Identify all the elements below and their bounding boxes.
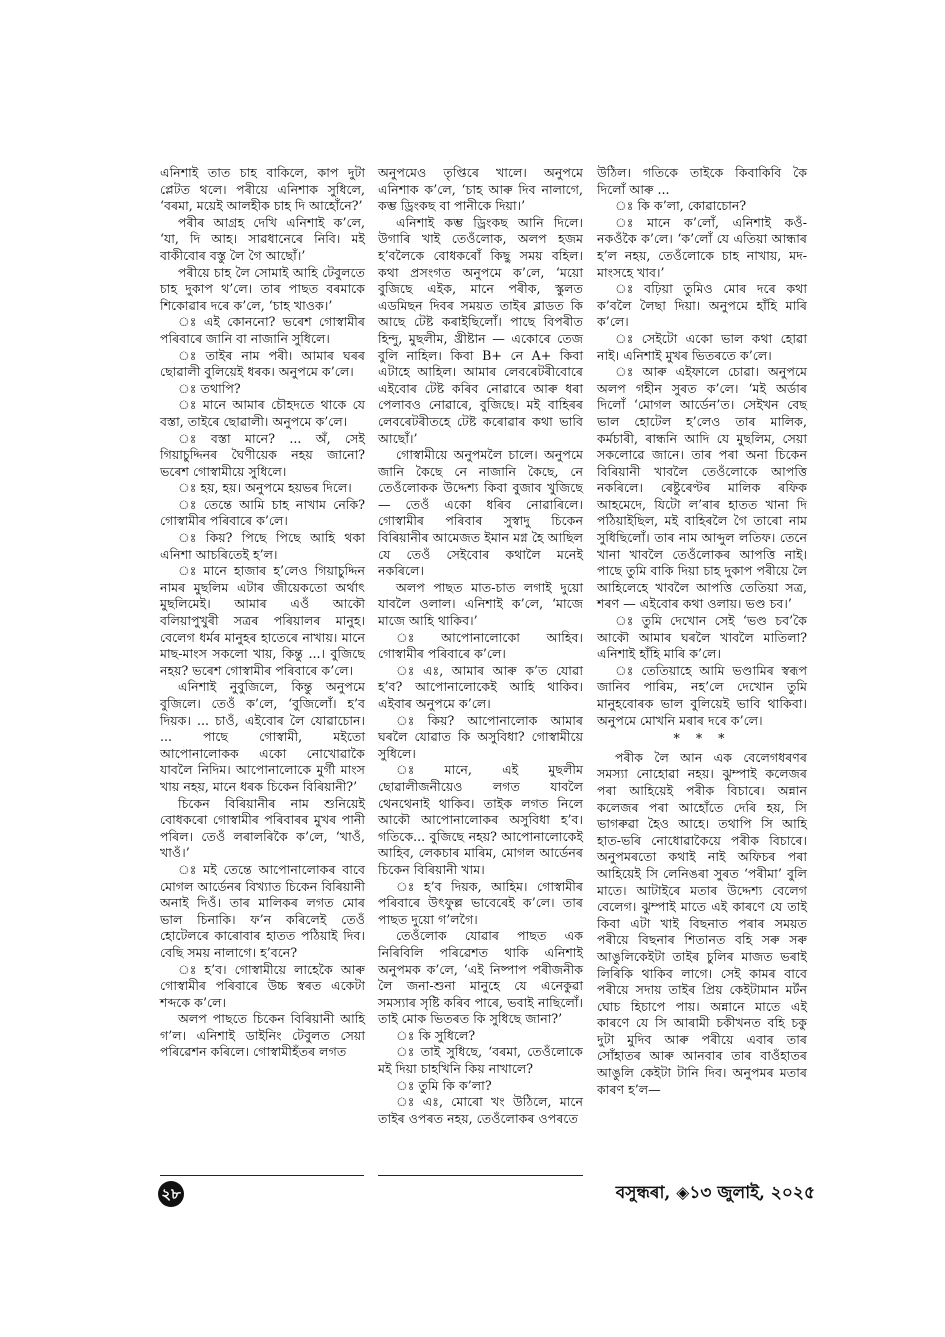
article-paragraph: ঃ হ’ব। গোস্বামীয়ে লাহেকৈ আৰু গোস্বামীৰ পৰিবাৰে উচ্চ স্বৰত একেটা শব্দকে ক’লে। <box>160 961 365 1010</box>
article-paragraph: ঃ কিয়? পিছে পিছে আহি থকা এনিশা আচৰিতেই হ’ল। <box>160 530 365 562</box>
article-paragraph: ঃ হ’ব দিয়ক, আহিম। গোস্বামীৰ পৰিবাৰে উৎফুল্ল ভাবেৰেই ক’লে। তাৰ পাছত দুয়ো গ’লগৈ। <box>378 878 583 927</box>
article-paragraph: ঃ বস্তা মানে? ... অঁ, সেই গিয়াচুদ্দিনৰ ঘৈণীয়েক নহয় জানো? ভৰেশ গোস্বামীয়ে সুধিলে। <box>160 430 365 479</box>
article-paragraph: ঃ তেতিয়াহে আমি ভণ্ডামিৰ স্বৰূপ জানিব পাৰিম, নহ’লে দেখোন তুমি মানুহবোৰক ভাল বুলিয়েই ভাবি থাকিবা। অনুপমে মোখনি মৰাৰ দৰে ক’লে। <box>597 662 807 728</box>
article-paragraph: চিকেন বিৰিয়ানীৰ নাম শুনিয়েই বোধকৰো গোস্বামীৰ পৰিবাৰৰ মুখৰ পানী পৰিল। তেওঁ লৰালৰিকৈ ক’লে, ‘খাওঁ, খাওঁ।’ <box>160 795 365 861</box>
article-paragraph: ঃ মই তেন্তে আপোনালোকৰ বাবে মোগল আৰ্ডেনৰ বিখ্যাত চিকেন বিৰিয়ানী অনাই দিওঁ। তাৰ মালিকৰ লগত মোৰ ভাল চিনাকি। ফ’ন কৰিলেই তেওঁ হোটেলৰে কাৰোবাৰ হাতত পঠিয়াই দিব। বেছি সময় নালাগে। হ’বনে? <box>160 861 365 960</box>
article-paragraph: ঃ এঃ, মোৰো খং উঠিলে, মানে তাইৰ ওপৰত নহয়, তেওঁলোকৰ ওপৰতে <box>378 1094 583 1126</box>
article-paragraph: অলপ পাছত মাত-চাত লগাই দুয়ো যাবলৈ ওলাল। এনিশাই ক’লে, ‘মাজে মাজে আহি থাকিব।’ <box>378 579 583 629</box>
article-paragraph: ঃ বঢ়িয়া তুমিও মোৰ দৰে কথা ক’বলৈ লৈছা দিয়া। অনুপমে হাঁহি মাৰি ক’লে। <box>597 281 807 330</box>
article-paragraph: তেওঁলোক যোৱাৰ পাছত এক নিৰিবিলি পৰিৱেশত থাকি এনিশাই অনুপমক ক’লে, ‘এই নিষ্পাপ পৰীজনীক লৈ জনা-শুনা মানুহে যে এনেকুৱা সমস্যাৰ সৃষ্টি কৰিব পাৰে, ভবাই নাছিলোঁ। তাই মোক ভিতৰত কি সুধিছে জানা?’ <box>378 928 583 1027</box>
article-paragraph: ঃ মানে আমাৰ চৌহদতে থাকে যে বস্তা, তাইৰে ছোৱালী। অনুপমে ক’লে। <box>160 397 365 429</box>
article-paragraph: ঃ আপোনালোকো আহিব। গোস্বামীৰ পৰিবাৰে ক’লে। <box>378 629 583 662</box>
article-column-3 <box>597 165 807 1098</box>
article-paragraph: এনিশাই তাত চাহ বাকিলে, কাপ দুটা প্লেটত থলে। পৰীয়ে এনিশাক সুধিলে, ‘বৰমা, ময়েই আলহীক চাহ দি আহোঁনে?’ <box>160 165 365 214</box>
article-paragraph: ঃ কি সুধিলে? <box>396 1027 476 1043</box>
article-paragraph: ঃ এই কোননো? ভৰেশ গোস্বামীৰ পৰিবাৰে জানি বা নাজানি সুধিলে। <box>160 314 365 346</box>
article-paragraph: ঃ হয়, হয়। অনুপমে হয়ভৰ দিলে। <box>178 480 352 496</box>
article-column-2 <box>378 165 583 1127</box>
article-paragraph: ঃ আৰু এইফালে চোৱা। অনুপমে অলপ গহীন সুৰত ক’লে। ‘মই অৰ্ডাৰ দিলোঁ ‘মোগল আৰ্ডেন’ত। সেইখন বেছ ভাল হোটেল হ’লেও তাৰ মালিক, কৰ্মচাৰী, ৰান্ধনি আদি যে মুছলিম, সেয়া সকলোৱে জানে। তাৰ পৰা অনা চিকেন বিৰিয়ানী খাবলৈ তেওঁলোকে আপত্তি নকৰিলে। ৰেষ্টুৰেণ্টৰ মালিক ৰফিক আহমেদে, যিটো ল’ৰাৰ হাতত খানা দি পঠিয়াইছিল, মই বাহিৰলৈ গৈ তাৰো নাম সুধিছিলোঁ। তাৰ নাম আব্দুল লতিফ। তেনে খানা খাবলৈ তেওঁলোকৰ আপত্তি নাই। পাছে তুমি বাকি দিয়া চাহ দুকাপ পৰীয়ে লৈ আহিলেহে খাবলৈ আপত্তি তেতিয়া সত্ৰ, শৰণ — এইবোৰ কথা ওলায়। ভণ্ড চব।’ <box>597 364 807 612</box>
article-paragraph: উঠিল। গতিকে তাইকে কিবাকিবি কৈ দিলোঁ আৰু ... <box>597 165 807 197</box>
article-paragraph: গোস্বামীয়ে অনুপমলৈ চালে। অনুপমে জানি কৈছে নে নাজানি কৈছে, নে তেওঁলোকক উদ্দেশ্য কিবা বুজাব খুজিছে — তেওঁ একো ধৰিব নোৱাৰিলে। গোস্বামীৰ পৰিবাৰ সুস্বাদু চিকেন বিৰিয়ানীৰ আমেজত ইমান মগ্ন হৈ আছিল যে তেওঁ সেইবোৰ কথালৈ মনেই নকৰিলে। <box>378 447 583 579</box>
article-paragraph: ঃ মানে ক’লোঁ, এনিশাই কওঁ-নকওঁকৈ ক’লে। ‘ক’লোঁ যে এতিয়া আন্ধাৰ হ’ল নহয়, তেওঁলোকে চাহ নাখায়, মদ-মাংসহে খাব।’ <box>597 214 807 280</box>
article-paragraph: অনুপমেও তৃপ্তিৰে খালে। অনুপমে এনিশাক ক’লে, ‘চাহ আৰু দিব নালাগে, কম্ভ ড্ৰিংকছ বা পানীকে দিয়া।’ <box>378 165 583 214</box>
article-paragraph: ঃ তাই সুধিছে, ‘বৰমা, তেওঁলোকে মই দিয়া চাহখিনি কিয় নাখালে? <box>378 1044 583 1077</box>
article-paragraph: ঃ কিয়? আপোনালোক আমাৰ ঘৰলৈ যোৱাত কি অসুবিধা? গোস্বামীয়ে সুধিলে। <box>378 712 583 761</box>
article-paragraph: এনিশাই নুবুজিলে, কিন্তু অনুপমে বুজিলে। তেওঁ ক’লে, ‘বুজিলোঁ। হ’ব দিয়ক। ... চাওঁ, এইবোৰ লৈ যোৱাচোন। ... পাছে গোস্বামী, মইতো আপোনালোকক একো নোখোৱাকৈ যাবলৈ নিদিম। আপোনালোকে মুৰ্গী মাংস খায় নহয়, মানে ধৰক চিকেন বিৰিয়ানী?’ <box>160 679 365 794</box>
article-paragraph: ঃ সেইটো একো ভাল কথা হোৱা নাই। এনিশাই মুখৰ ভিতৰতে ক’লে। <box>597 330 807 363</box>
article-paragraph: পৰীয়ে চাহ লৈ সোমাই আহি টেবুলতে চাহ দুকাপ থ’লে। তাৰ পাছত বৰমাকে শিকোৱাৰ দৰে ক’লে, ‘চাহ খাওক।’ <box>160 264 365 313</box>
article-paragraph: ঃ মানে, এই মুছলীম ছোৱালীজনীয়েও লগত যাবলৈ থেনথেনাই থাকিব। তাইক লগত নিলে আকৌ আপোনালোকৰ অসুবিধা হ’ব। গতিকে... বুজিছে নহয়? আপোনালোকেই আহিব, লেকচাৰ মাৰিম, মোগল আৰ্ডেনৰ চিকেন বিৰিয়ানী খাম। <box>378 762 583 877</box>
article-paragraph: পৰীক লৈ আন এক বেলেগধৰণৰ সমস্যা নোহোৱা নহয়। ঝুম্পাই কলেজৰ পৰা আহিয়েই পৰীক বিচাৰে। অন্নান কলেজৰ পৰা আহোঁতে দেৰি হয়, সি ভাগৰুৱা হৈও আহে। তথাপি সি আহি হাত-ভৰি নোধোৱাকৈয়ে পৰীক বিচাৰে। অনুপমৰতো কথাই নাই অফিচৰ পৰা আহিয়েই সি লেনিঙৰা সুৰত ‘পৰীমা’ বুলি মাতে। আটাইৰে মতাৰ উদ্দেশ্য বেলেগ বেলেগ। ঝুম্পাই মাতে এই কাৰণে যে তাই কিবা এটা খাই বিছনাত পৰাৰ সময়ত পৰীয়ে বিছনাৰ শিতানত বহি সৰু সৰু আঙুলিকেইটা তাইৰ চুলিৰ মাজত ভৰাই লিৰিকি থাকিব লাগে। সেই কামৰ বাবে পৰীয়ে সদায় তাইৰ প্ৰিয় কেইটামান মৰ্টন ঘোচ হিচাপে পায়। অন্নানে মাতে এই কাৰণে যে সি আৰামী চকীখনত বহি চকু দুটা মুদিব আৰু পৰীয়ে এবাৰ তাৰ সোঁহাতৰ আৰু আনবাৰ তাৰ বাওঁহাতৰ আঙুলি কেইটা টানি দিব। অনুপমৰ মতাৰ কাৰণ হ’ল— <box>597 749 807 1097</box>
article-paragraph: ঃ মানে হাজাৰ হ’লেও গিয়াচুদ্দিন নামৰ মুছলিম এটাৰ জীয়েকতো অৰ্থাৎ মুছলিমেই। আমাৰ এওঁ আকৌ বলিয়াপুখুৰী সত্ৰৰ পৰিয়ালৰ মানুহ। বেলেগ ধৰ্মৰ মানুহৰ হাতেৰে নাখায়। মানে মাছ-মাংস সকলো খায়, কিন্তু ...। বুজিছে নহয়? ভৰেশ গোস্বামীৰ পৰিবাৰে ক’লে। <box>160 563 365 678</box>
article-paragraph: ঃ তাইৰ নাম পৰী। আমাৰ ঘৰৰ ছোৱালী বুলিয়েই ধৰক। অনুপমে ক’লে। <box>160 347 365 380</box>
section-break-stars: * * * <box>673 731 731 747</box>
article-paragraph: ঃ কি ক’লা, কোৱাচোন? <box>615 198 747 214</box>
article-column-1 <box>160 165 365 1061</box>
article-paragraph: অলপ পাছতে চিকেন বিৰিয়ানী আহি গ’ল। এনিশাই ডাইনিং টেবুলত সেয়া পৰিৱেশন কৰিলে। গোস্বামীহঁতৰ লগত <box>160 1011 365 1060</box>
article-paragraph: ঃ এঃ, আমাৰ আৰু ক’ত যোৱা হ’ব? আপোনালোকেই আহি থাকিব। এইবাৰ অনুপমে ক’লে। <box>378 662 583 711</box>
article-paragraph: ঃ তথাপি? <box>178 380 241 396</box>
article-paragraph: ঃ তেন্তে আমি চাহ নাখাম নেকি? গোস্বামীৰ পৰিবাৰে ক’লে। <box>160 496 365 529</box>
footer-rule-left <box>160 1175 364 1176</box>
article-paragraph: ঃ তুমি কি ক’লা? <box>396 1077 492 1093</box>
footer-rule-middle <box>378 1175 583 1176</box>
magazine-date-footer: বসুন্ধৰা, ◈১৩ জুলাই, ২০২৫ <box>615 1183 815 1203</box>
article-paragraph: ঃ তুমি দেখোন সেই ‘ভণ্ড চব’কৈ আকৌ আমাৰ ঘৰলৈ খাবলৈ মাতিলা? এনিশাই হাঁহি মাৰি ক’লে। <box>597 613 807 662</box>
article-paragraph: এনিশাই কম্ভ ড্ৰিংকছ আনি দিলে। উগাৰি খাই তেওঁলোক, অলপ হজম হ’বলৈকে বোধকৰোঁ কিছু সময় বহিল। কথা প্ৰসংগত অনুপমে ক’লে, ‘ময়ো বুজিছে এইক, মানে পৰীক, স্কুলত এডমিছন দিবৰ সময়ত তাইৰ ব্লাডত কি আছে টেষ্ট কৰাইছিলোঁ। পাছে বিপৰীত হিন্দু, মুছলীম, খ্ৰীষ্টান — একোৰে তেজ বুলি নাহিল। কিবা B+ নে A+ কিবা এটাহে আহিল। আমাৰ লেবৰেটৰীবোৰে এইবোৰ টেষ্ট কৰিব নোৱাৰে আৰু ধৰা পেলাবও নোৱাৰে, বুজিছে। মই বাহিৰৰ লেবৰেটৰীতহে টেষ্ট কৰোৱাৰ কথা ভাবি আছোঁ।’ <box>378 214 583 446</box>
page-number-badge: ২৮ <box>158 1181 184 1207</box>
article-paragraph: পৰীৰ আগ্ৰহ দেখি এনিশাই ক’লে, ‘যা, দি আহ। সাৱধানেৰে নিবি। মই বাকীবোৰ বস্তু লৈ গৈ আছোঁ।’ <box>160 214 365 263</box>
